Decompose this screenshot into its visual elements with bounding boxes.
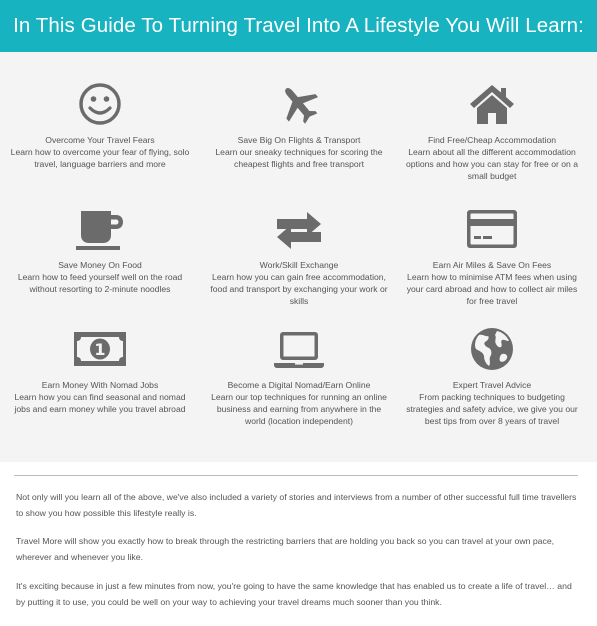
feature-description: Learn how you can find seasonal and nomad jobs and earn money while you travel abroad — [14, 392, 186, 414]
feature-description: Learn how to feed yourself well on the road without resorting to 2-minute noodles — [17, 272, 183, 294]
section-divider — [14, 475, 578, 476]
dollar-bill-icon — [72, 325, 128, 373]
smiley-icon — [72, 80, 128, 128]
feature-travel-fears — [10, 80, 190, 170]
globe-icon — [464, 325, 520, 373]
svg-text:1: 1 — [94, 340, 106, 359]
feature-title: Save Big On Flights & Transport — [237, 135, 361, 145]
feature-title: Work/Skill Exchange — [259, 260, 339, 270]
feature-accommodation — [402, 80, 582, 182]
intro-paragraph: Not only will you learn all of the above, we've also included a variety of stories and interviews from a number of other successful full time travellers to show you how possible this lifestyle really is. — [16, 492, 577, 518]
closing-paragraph: It's exciting because in just a few minutes from now, you're going to have the same knowledge that has enabled us to create a life of travel… and by putting it to use, you could be well on your way to achieving your travel dreams much sooner than you think. — [16, 581, 572, 607]
feature-description: Learn our sneaky techniques for scoring the cheapest flights and free transport — [215, 147, 383, 169]
exchange-arrows-icon — [271, 205, 327, 253]
credit-card-icon — [464, 205, 520, 253]
feature-title: Become a Digital Nomad/Earn Online — [227, 380, 371, 390]
feature-air-miles — [402, 205, 582, 307]
feature-title: Find Free/Cheap Accommodation — [427, 135, 557, 145]
feature-description: From packing techniques to budgeting strategies and safety advice, we give you our best tips from over 8 years of travel — [406, 392, 578, 426]
feature-description: Learn about all the different accommodation options and how you can stay for free or on a small budget — [406, 147, 578, 181]
feature-title: Earn Air Miles & Save On Fees — [432, 260, 552, 270]
feature-title: Earn Money With Nomad Jobs — [41, 380, 159, 390]
feature-description: Learn how you can gain free accommodation, food and transport by exchanging your work or skills — [210, 272, 388, 306]
feature-flights — [209, 80, 389, 170]
feature-digital-nomad — [209, 325, 389, 427]
travel-more-paragraph: Travel More will show you exactly how to break through the restricting barriers that are holding you back so you can travel at your own pace, wherever and whenever you like. — [16, 536, 555, 562]
feature-title: Save Money On Food — [58, 260, 142, 270]
page-banner — [0, 0, 597, 52]
feature-description: Learn our top techniques for running an online business and earning from anywhere in the world (location independent) — [211, 392, 387, 426]
features-panel — [0, 52, 597, 462]
feature-title: Expert Travel Advice — [452, 380, 532, 390]
feature-title: Overcome Your Travel Fears — [45, 135, 155, 145]
feature-nomad-jobs — [10, 325, 190, 415]
feature-food — [10, 205, 190, 295]
feature-description: Learn how to minimise ATM fees when using your card abroad and how to collect air miles for free travel — [406, 272, 578, 306]
coffee-cup-icon — [72, 205, 128, 253]
feature-description: Learn how to overcome your fear of flying, solo travel, language barriers and more — [10, 147, 190, 169]
airplane-icon — [271, 80, 327, 128]
feature-expert-advice — [402, 325, 582, 427]
banner-title: In This Guide To Turning Travel Into A Lifestyle You Will Learn: — [13, 14, 584, 37]
feature-work-exchange — [209, 205, 389, 307]
house-icon — [464, 80, 520, 128]
laptop-icon — [271, 325, 327, 373]
